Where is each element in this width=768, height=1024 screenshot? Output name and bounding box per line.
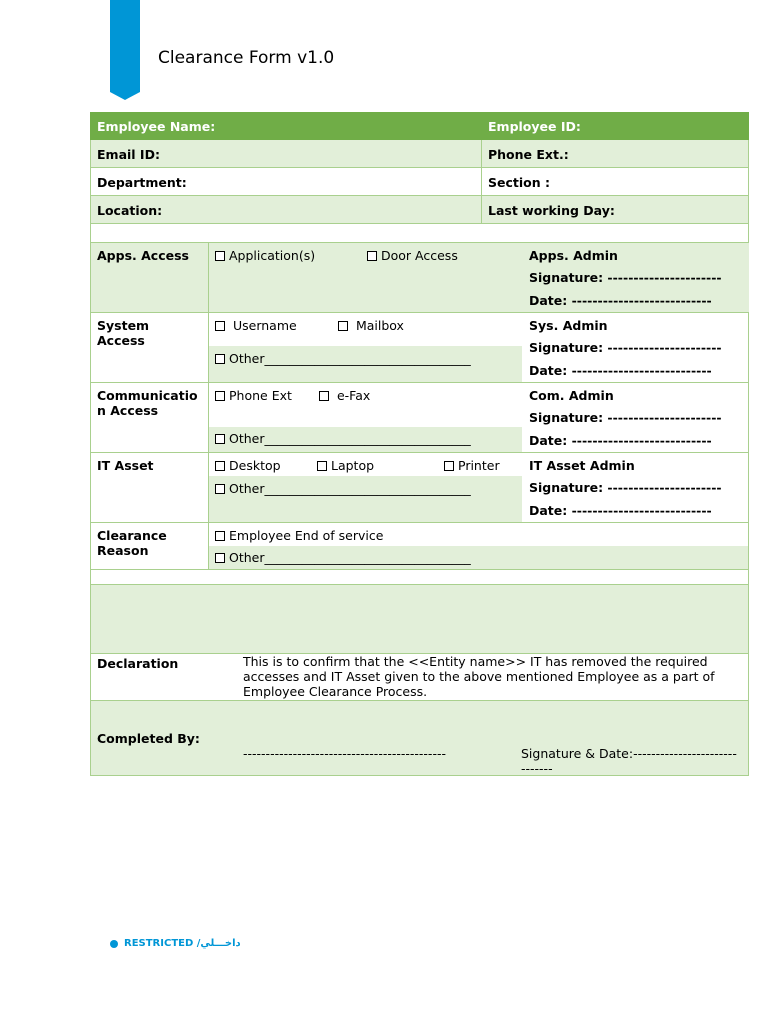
option-clearance-other[interactable]: Other_________________________________: [215, 550, 471, 565]
option-employee-end-of-service[interactable]: Employee End of service: [215, 528, 383, 543]
last-working-day-label: Last working Day:: [488, 203, 615, 218]
checkbox-icon[interactable]: [215, 461, 225, 471]
sys-admin-label: Sys. Admin: [529, 318, 608, 333]
option-phone-ext[interactable]: Phone Ext: [215, 388, 292, 403]
apps-admin-signature: Signature: ----------------------: [529, 270, 722, 285]
department-label: Department:: [97, 175, 187, 190]
bookmark-ribbon-icon: [110, 0, 140, 100]
bullet-dot-icon: [110, 940, 118, 948]
completed-by-name-line: ---------------------------------------------: [243, 746, 446, 761]
row-spacer: [90, 224, 749, 243]
option-communication-other[interactable]: Other_________________________________: [215, 431, 471, 446]
checkbox-icon[interactable]: [215, 484, 225, 494]
communication-access-label: Communication Access: [97, 388, 198, 418]
option-it-asset-other[interactable]: Other_________________________________: [215, 481, 471, 496]
checkbox-icon[interactable]: [444, 461, 454, 471]
row-spacer-2: [90, 570, 749, 585]
checkbox-icon[interactable]: [215, 321, 225, 331]
row-apps-access: [90, 243, 749, 313]
row-communication-access: [90, 383, 749, 453]
row-clearance-reason: [90, 523, 749, 570]
com-admin-signature: Signature: ----------------------: [529, 410, 722, 425]
declaration-label: Declaration: [97, 656, 179, 671]
checkbox-icon[interactable]: [317, 461, 327, 471]
it-asset-admin-label: IT Asset Admin: [529, 458, 635, 473]
com-admin-date: Date: ---------------------------: [529, 433, 712, 448]
row-employee-name: [90, 112, 749, 140]
option-laptop[interactable]: Laptop: [317, 458, 374, 473]
option-applications[interactable]: Application(s): [215, 248, 315, 263]
section-label: Section :: [488, 175, 550, 190]
checkbox-icon[interactable]: [367, 251, 377, 261]
checkbox-icon[interactable]: [215, 553, 225, 563]
document-title: Clearance Form v1.0: [158, 48, 335, 68]
it-asset-admin-signature: Signature: ----------------------: [529, 480, 722, 495]
row-department: [90, 168, 749, 196]
it-asset-admin-date: Date: ---------------------------: [529, 503, 712, 518]
row-location: [90, 196, 749, 224]
com-admin-label: Com. Admin: [529, 388, 614, 403]
option-printer[interactable]: Printer: [444, 458, 500, 473]
phone-ext-label: Phone Ext.:: [488, 147, 569, 162]
row-blank-green: [90, 585, 749, 654]
option-door-access[interactable]: Door Access: [367, 248, 458, 263]
option-mailbox[interactable]: Mailbox: [338, 318, 404, 333]
clearance-form: [90, 112, 749, 776]
clearance-reason-label: Clearance Reason: [97, 528, 167, 558]
completed-by-signature-date: Signature & Date:------------------------------: [521, 746, 737, 776]
row-email: [90, 140, 749, 168]
checkbox-icon[interactable]: [319, 391, 329, 401]
checkbox-icon[interactable]: [215, 391, 225, 401]
apps-admin-date: Date: ---------------------------: [529, 293, 712, 308]
checkbox-icon[interactable]: [215, 251, 225, 261]
checkbox-icon[interactable]: [338, 321, 348, 331]
location-label: Location:: [97, 203, 163, 218]
option-e-fax[interactable]: e-Fax: [319, 388, 370, 403]
row-declaration: [90, 654, 749, 701]
it-asset-label: IT Asset: [97, 458, 154, 473]
system-access-label: System Access: [97, 318, 150, 348]
email-label: Email ID:: [97, 147, 160, 162]
sys-admin-signature: Signature: ----------------------: [529, 340, 722, 355]
checkbox-icon[interactable]: [215, 434, 225, 444]
row-it-asset: [90, 453, 749, 523]
employee-id-label: Employee ID:: [488, 119, 581, 134]
sys-admin-date: Date: ---------------------------: [529, 363, 712, 378]
employee-name-label: Employee Name:: [97, 119, 216, 134]
declaration-text: This is to confirm that the <<Entity name>> IT has removed the required accesses and IT Asset given to the above mentioned Employee as a part of Employee Clearance Process.: [243, 654, 715, 699]
checkbox-icon[interactable]: [215, 354, 225, 364]
option-username[interactable]: Username: [215, 318, 297, 333]
checkbox-icon[interactable]: [215, 531, 225, 541]
row-completed-by: [90, 701, 749, 776]
option-desktop[interactable]: Desktop: [215, 458, 281, 473]
apps-admin-label: Apps. Admin: [529, 248, 618, 263]
row-system-access: [90, 313, 749, 383]
apps-access-label: Apps. Access: [97, 248, 189, 263]
option-system-other[interactable]: Other_________________________________: [215, 351, 471, 366]
completed-by-label: Completed By:: [97, 731, 200, 746]
restricted-classification: [110, 938, 241, 949]
restricted-label: RESTRICTED /داخـــلي: [124, 938, 241, 949]
